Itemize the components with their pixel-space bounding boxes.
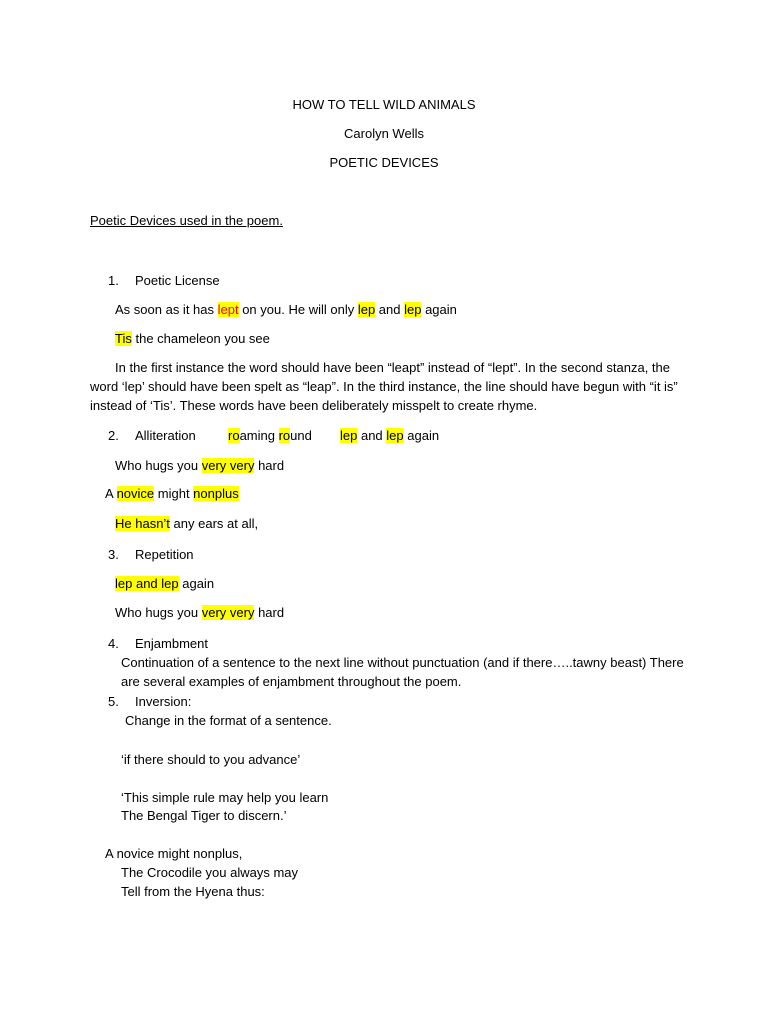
highlighted-word: lept [217,302,239,317]
text-segment: again [178,576,215,591]
highlighted-phrase: very very [201,458,255,473]
alliteration-line-2 [105,486,239,502]
author-name: Carolyn Wells [344,126,424,141]
inversion-quote-line: ‘This simple rule may help you learn [121,790,329,805]
text-segment: hard [254,458,285,473]
poetic-license-explanation-line: In the first instance the word should have been “leapt” instead of “lept”. In the second stanza, the [115,360,671,375]
poetic-license-example-line-1 [115,302,457,318]
alliteration-line-3 [115,516,258,532]
item-2-number: 2. [108,428,119,443]
text-segment: the chameleon you see [131,331,270,346]
highlighted-word: lep [404,302,422,317]
highlighted-phrase: very very [201,605,255,620]
text-segment: As soon as it has [115,302,218,317]
highlighted-word: lep [340,428,358,443]
text-segment: again [421,302,457,317]
alliteration-line-1 [115,458,284,474]
highlighted-phrase: lep and lep [115,576,179,591]
document-subtitle: POETIC DEVICES [329,155,439,170]
item-1-title: Poetic License [135,273,220,288]
inversion-quote-line: A novice might nonplus, [105,846,243,861]
item-2-title: Alliteration [135,428,196,443]
inversion-quote-line: The Bengal Tiger to discern.’ [121,808,287,823]
text-segment: again [403,428,440,443]
enjambment-explanation-line: are several examples of enjambment throughout the poem. [121,674,462,689]
section-heading: Poetic Devices used in the poem. [90,213,283,228]
enjambment-explanation-line: Continuation of a sentence to the next line without punctuation (and if there…..tawny beast) There [121,655,684,670]
inversion-quote: ‘if there should to you advance’ [121,752,301,767]
text-segment: might [154,486,194,501]
text-segment: Who hugs you [115,458,202,473]
document-title: HOW TO TELL WILD ANIMALS [292,97,476,112]
text-segment: hard [254,605,285,620]
item-5-number: 5. [108,694,119,709]
highlighted-letters: ro [228,428,240,443]
item-1-number: 1. [108,273,119,288]
text-segment: und [290,428,312,443]
item-3-title: Repetition [135,547,194,562]
alliteration-example-2 [340,428,439,444]
text-segment: A [105,486,117,501]
inversion-definition: Change in the format of a sentence. [125,713,332,728]
text-segment: Who hugs you [115,605,202,620]
poetic-license-explanation-line: word ‘lep’ should have been spelt as “leap”. In the third instance, the line should have begun with “it is” [90,379,678,394]
highlighted-word: novice [116,486,155,501]
text-segment: and [375,302,405,317]
item-4-number: 4. [108,636,119,651]
item-4-title: Enjambment [135,636,208,651]
inversion-quote-line: Tell from the Hyena thus: [121,884,265,899]
highlighted-word: Tis [115,331,132,346]
highlighted-word: lep [357,302,376,317]
item-5-title: Inversion: [135,694,192,709]
highlighted-word: lep [386,428,404,443]
repetition-line-2 [115,605,284,621]
text-segment: and [357,428,387,443]
inversion-quote-line: The Crocodile you always may [121,865,299,880]
highlighted-letters: ro [278,428,291,443]
poetic-license-explanation-line: instead of ‘Tis’. These words have been deliberately misspelt to create rhyme. [90,398,538,413]
item-3-number: 3. [108,547,119,562]
highlighted-phrase: He hasn’t [115,516,170,531]
repetition-line-1 [115,576,214,592]
text-segment: any ears at all, [169,516,259,531]
highlighted-word: nonplus [193,486,239,501]
text-segment: on you. He will only [238,302,358,317]
text-segment: aming [239,428,279,443]
alliteration-example-1 [228,428,312,444]
poetic-license-example-line-2 [115,331,270,347]
